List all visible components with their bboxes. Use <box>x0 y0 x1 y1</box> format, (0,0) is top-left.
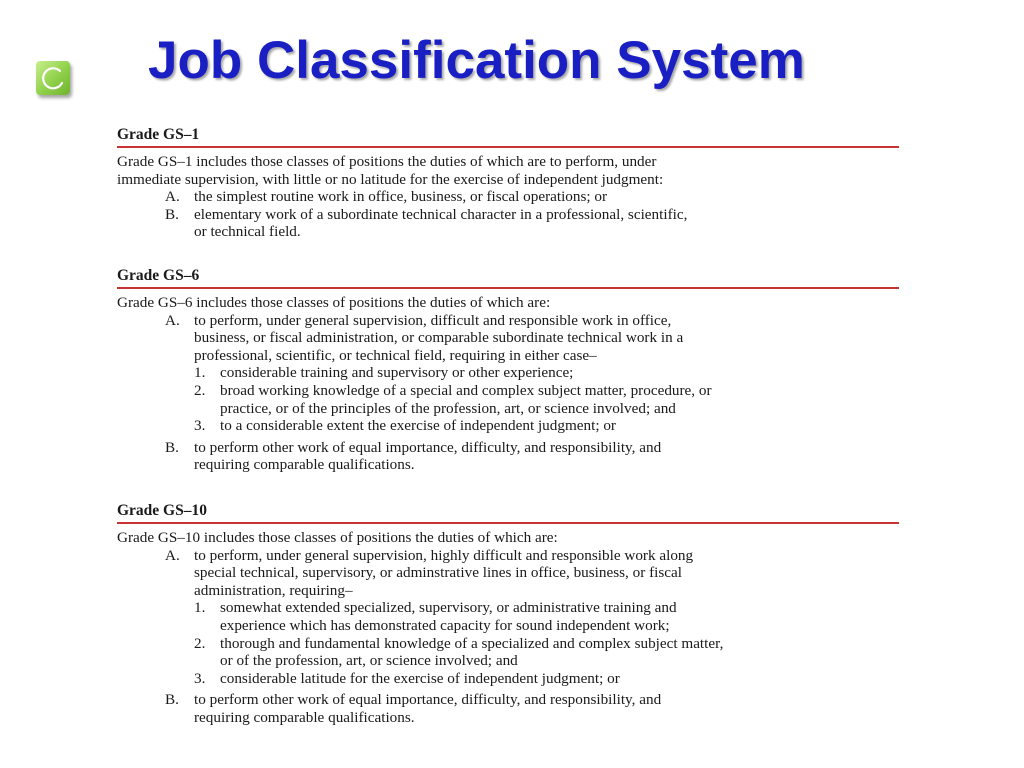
intro-line: Grade GS–1 includes those classes of positions the duties of which are to perform, under <box>117 153 657 170</box>
sub-item-line: considerable latitude for the exercise of independent judgment; or <box>220 669 620 687</box>
sub-item-number: 1. <box>194 599 206 617</box>
list-item-a <box>117 188 907 206</box>
item-label: B. <box>165 438 179 456</box>
grade-gs1-heading: Grade GS–1 <box>117 126 899 148</box>
green-bullet-icon <box>36 61 70 95</box>
sub-item-line: experience which has demonstrated capacity for sound independent work; <box>220 616 670 634</box>
item-label: A. <box>165 546 180 564</box>
grade-gs6-section <box>117 267 907 502</box>
sub-item-number: 2. <box>194 381 206 399</box>
sub-item-1 <box>117 599 907 634</box>
sub-item-2 <box>117 382 907 417</box>
item-line: to perform other work of equal importance, difficulty, and responsibility, and <box>194 691 662 709</box>
sub-item-number: 3. <box>194 669 206 687</box>
item-label: B. <box>165 205 179 223</box>
sub-item-line: somewhat extended specialized, supervisory, or administrative training and <box>220 599 677 617</box>
item-line: special technical, supervisory, or adminstrative lines in office, business, or fiscal <box>194 564 682 582</box>
sub-item-3 <box>117 417 907 435</box>
list-item-a <box>117 312 907 365</box>
sub-item-line: broad working knowledge of a special and complex subject matter, procedure, or <box>220 381 712 399</box>
grade-gs10-intro <box>117 529 907 547</box>
item-line: to perform, under general supervision, highly difficult and responsible work along <box>194 546 694 564</box>
item-line: business, or fiscal administration, or comparable subordinate technical work in a <box>194 329 684 347</box>
grade-gs1-intro <box>117 153 907 188</box>
sub-item-number: 3. <box>194 417 206 435</box>
sub-item-2 <box>117 635 907 670</box>
grade-gs6-intro <box>117 294 907 312</box>
item-line: the simplest routine work in office, business, or fiscal operations; or <box>194 188 608 206</box>
sub-item-line: to a considerable extent the exercise of independent judgment; or <box>220 417 616 435</box>
item-line: requiring comparable qualifications. <box>194 708 415 726</box>
sub-item-line: considerable training and supervisory or other experience; <box>220 364 574 382</box>
sub-item-3 <box>117 670 907 688</box>
list-item-a <box>117 547 907 600</box>
intro-line: immediate supervision, with little or no latitude for the exercise of independent judgment: <box>117 170 664 188</box>
item-line: professional, scientific, or technical field, requiring in either case– <box>194 346 597 364</box>
slide-title: Job Classification System <box>148 31 805 90</box>
list-item-b <box>117 691 907 726</box>
list-item-b <box>117 206 907 241</box>
item-label: A. <box>165 311 180 329</box>
item-line: elementary work of a subordinate technical character in a professional, scientific, <box>194 205 688 223</box>
item-line: to perform other work of equal importance, difficulty, and responsibility, and <box>194 438 662 456</box>
intro-line: Grade GS–10 includes those classes of positions the duties of which are: <box>117 529 558 546</box>
item-line: or technical field. <box>194 223 301 241</box>
grade-gs10-heading: Grade GS–10 <box>117 502 899 524</box>
intro-line: Grade GS–6 includes those classes of positions the duties of which are: <box>117 294 551 311</box>
classification-document <box>117 126 907 727</box>
list-item-b <box>117 439 907 474</box>
item-label: A. <box>165 188 180 206</box>
grade-gs10-section <box>117 502 907 727</box>
sub-item-1 <box>117 364 907 382</box>
arc-glyph-icon <box>40 65 66 91</box>
grade-gs1-section <box>117 126 907 267</box>
sub-item-number: 1. <box>194 364 206 382</box>
grade-gs6-heading: Grade GS–6 <box>117 267 899 289</box>
sub-item-number: 2. <box>194 634 206 652</box>
item-label: B. <box>165 691 179 709</box>
sub-item-line: practice, or of the principles of the profession, art, or science involved; and <box>220 399 676 417</box>
sub-item-line: or of the profession, art, or science involved; and <box>220 652 518 670</box>
item-line: administration, requiring– <box>194 581 353 599</box>
item-line: to perform, under general supervision, difficult and responsible work in office, <box>194 311 672 329</box>
sub-item-line: thorough and fundamental knowledge of a specialized and complex subject matter, <box>220 634 724 652</box>
item-line: requiring comparable qualifications. <box>194 456 415 474</box>
